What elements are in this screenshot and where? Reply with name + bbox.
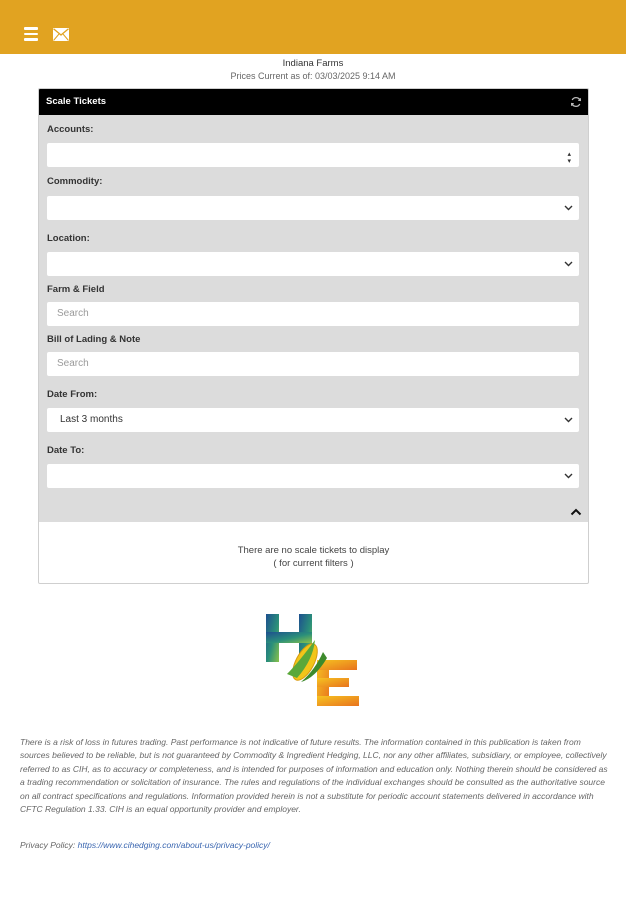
chevron-down-icon <box>564 472 573 479</box>
farm-name: Indiana Farms <box>282 58 344 69</box>
mail-icon[interactable] <box>53 28 69 41</box>
chevron-down-icon <box>564 204 573 211</box>
risk-disclaimer: There is a risk of loss in futures trading. Past performance is not indicative of future results. The information contained in this publication is taken from sources believed to be reliable, but is not guaranteed by Commodity & Ingredient Hedging, LLC, nor any other affiliates, subsidiary, or employee, collectively referred to as CIH, as to accuracy or completeness, and is intended for purposes of information and education only. Nothing therein should be considered as a trading recommendation or solicitation of insurance. The rules and regulations of the individual exchanges should be consulted as the authoritative source on all contract specifications and regulations. Information provided herein is not a substitute for periodic account statements delivered in accordance with CFTC Regulation 1.33. CIH is an equal opportunity provider and employer. <box>20 737 608 815</box>
panel-header <box>39 89 588 115</box>
commodity-select[interactable] <box>47 196 579 220</box>
top-bar <box>0 0 626 54</box>
privacy-policy-link[interactable]: https://www.cihedging.com/about-us/privacy-policy/ <box>77 840 270 850</box>
accounts-label: Accounts: <box>47 124 94 135</box>
farm-field-search-input[interactable] <box>47 302 579 326</box>
date-to-label: Date To: <box>47 445 85 456</box>
chevron-up-icon[interactable] <box>570 507 582 517</box>
date-to-select[interactable] <box>47 464 579 488</box>
date-from-select[interactable] <box>47 408 579 432</box>
farm-field-placeholder: Search <box>57 308 89 319</box>
chevron-down-icon <box>564 416 573 423</box>
prices-current-timestamp: Prices Current as of: 03/03/2025 9:14 AM <box>230 71 396 81</box>
scale-tickets-panel <box>38 88 589 584</box>
location-select[interactable] <box>47 252 579 276</box>
date-from-label: Date From: <box>47 389 98 400</box>
menu-icon[interactable] <box>24 27 38 41</box>
empty-state <box>39 522 588 583</box>
sort-arrows-icon: ▴ ▾ <box>567 151 571 165</box>
farm-field-label: Farm & Field <box>47 284 105 295</box>
date-from-value: Last 3 months <box>60 414 123 425</box>
accounts-select[interactable] <box>47 143 579 167</box>
bill-of-lading-label: Bill of Lading & Note <box>47 334 141 345</box>
bill-of-lading-placeholder: Search <box>57 358 89 369</box>
refresh-icon[interactable] <box>570 96 582 108</box>
privacy-policy <box>20 840 608 850</box>
empty-message-filters: ( for current filters ) <box>273 558 354 569</box>
commodity-label: Commodity: <box>47 176 103 187</box>
location-label: Location: <box>47 233 90 244</box>
privacy-label: Privacy Policy: <box>20 840 76 850</box>
bill-of-lading-search-input[interactable] <box>47 352 579 376</box>
empty-message: There are no scale tickets to display <box>237 545 390 556</box>
chevron-down-icon <box>564 260 573 267</box>
panel-title: Scale Tickets <box>46 96 107 107</box>
company-logo <box>263 612 363 710</box>
